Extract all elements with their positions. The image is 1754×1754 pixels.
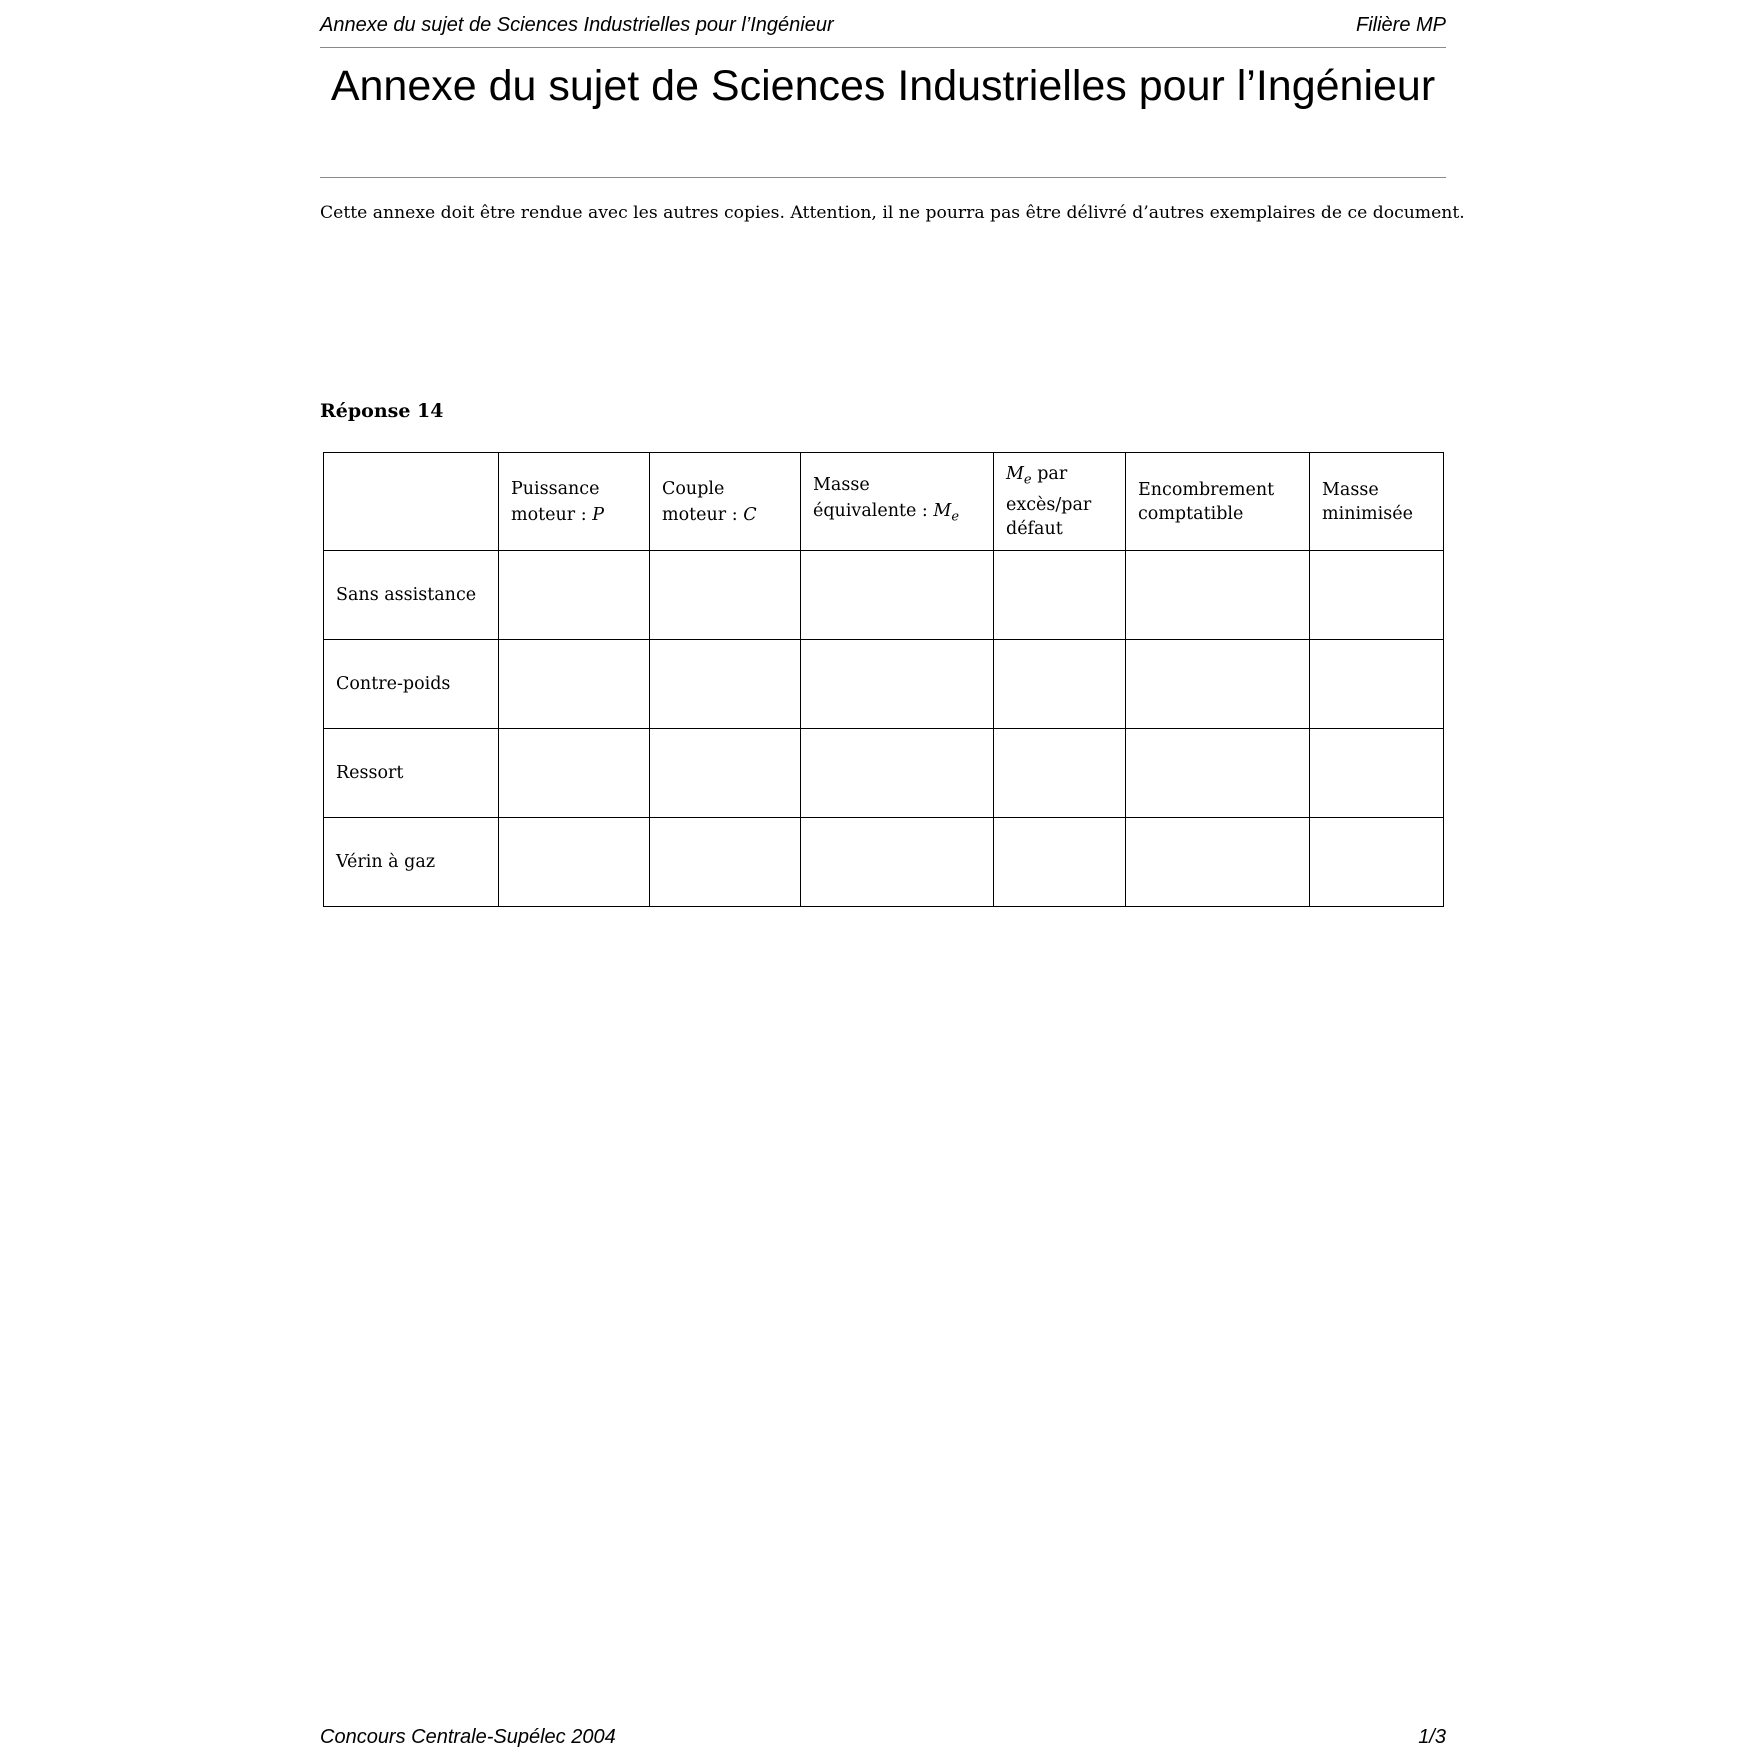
answer-cell[interactable] [801,818,994,907]
math-symbol-base: M [933,501,952,522]
column-header-me-exces-defaut [994,453,1126,551]
header-rule [320,47,1446,48]
math-symbol: C [743,504,757,525]
answer-table [323,452,1444,907]
title-rule [320,177,1446,178]
answer-cell[interactable] [499,551,650,640]
row-label: Ressort [324,729,499,818]
section-title: Réponse 14 [320,400,444,422]
table-row [324,640,1444,729]
row-label: Sans assistance [324,551,499,640]
answer-cell[interactable] [1126,551,1310,640]
column-header-line: Masse [1322,479,1379,500]
answer-cell[interactable] [994,818,1126,907]
intro-paragraph: Cette annexe doit être rendue avec les autres copies. Attention, il ne pourra pas être délivré d’autres exemplaires de ce document. [320,203,1465,223]
answer-cell[interactable] [650,640,801,729]
column-header-line: défaut [1006,518,1063,539]
column-header-line: équivalente : [813,501,934,522]
table-header-row [324,453,1444,551]
answer-cell[interactable] [801,729,994,818]
header-right-text: Filière MP [1355,14,1446,36]
answer-cell[interactable] [499,640,650,729]
column-header-line: Couple [662,478,725,499]
page-number: 1/3 [1418,1726,1446,1748]
answer-cell[interactable] [650,729,801,818]
column-header-line: par [1031,464,1068,485]
table-row [324,818,1444,907]
math-subscript: e [1023,472,1032,488]
table-row [324,551,1444,640]
answer-cell[interactable] [1310,729,1444,818]
table-row [324,729,1444,818]
footer-left-text: Concours Centrale-Supélec 2004 [320,1726,616,1748]
answer-cell[interactable] [650,818,801,907]
answer-cell[interactable] [1310,818,1444,907]
column-header-masse-equivalente [801,453,994,551]
row-label: Vérin à gaz [324,818,499,907]
math-symbol [1006,464,1032,488]
answer-cell[interactable] [1126,818,1310,907]
math-symbol-base: M [1006,464,1024,485]
answer-cell[interactable] [1126,640,1310,729]
math-subscript: e [951,509,960,525]
math-symbol: P [592,504,604,525]
answer-cell[interactable] [994,551,1126,640]
math-symbol [933,501,960,525]
answer-cell[interactable] [801,640,994,729]
answer-cell[interactable] [801,551,994,640]
column-header-line: moteur : [511,504,593,525]
running-footer [320,1722,1446,1752]
column-header-line: excès/par [1006,494,1092,515]
answer-cell[interactable] [994,729,1126,818]
answer-cell[interactable] [650,551,801,640]
page-title: Annexe du sujet de Sciences Industrielles pour l’Ingénieur [330,62,1436,110]
header-left-text: Annexe du sujet de Sciences Industrielles pour l’Ingénieur [320,14,834,36]
column-header-masse-minimisee [1310,453,1444,551]
answer-cell[interactable] [499,729,650,818]
running-header [320,10,1446,40]
table-corner-cell [324,453,499,551]
column-header-line: comptatible [1138,503,1244,524]
column-header-line: minimisée [1322,503,1413,524]
column-header-line: Puissance [511,478,600,499]
answer-cell[interactable] [499,818,650,907]
column-header-couple [650,453,801,551]
answer-cell[interactable] [1310,551,1444,640]
answer-cell[interactable] [1310,640,1444,729]
column-header-encombrement [1126,453,1310,551]
column-header-line: moteur : [662,504,744,525]
column-header-puissance [499,453,650,551]
answer-cell[interactable] [994,640,1126,729]
answer-cell[interactable] [1126,729,1310,818]
column-header-line: Encombrement [1138,479,1275,500]
row-label: Contre-poids [324,640,499,729]
column-header-line: Masse [813,475,870,496]
